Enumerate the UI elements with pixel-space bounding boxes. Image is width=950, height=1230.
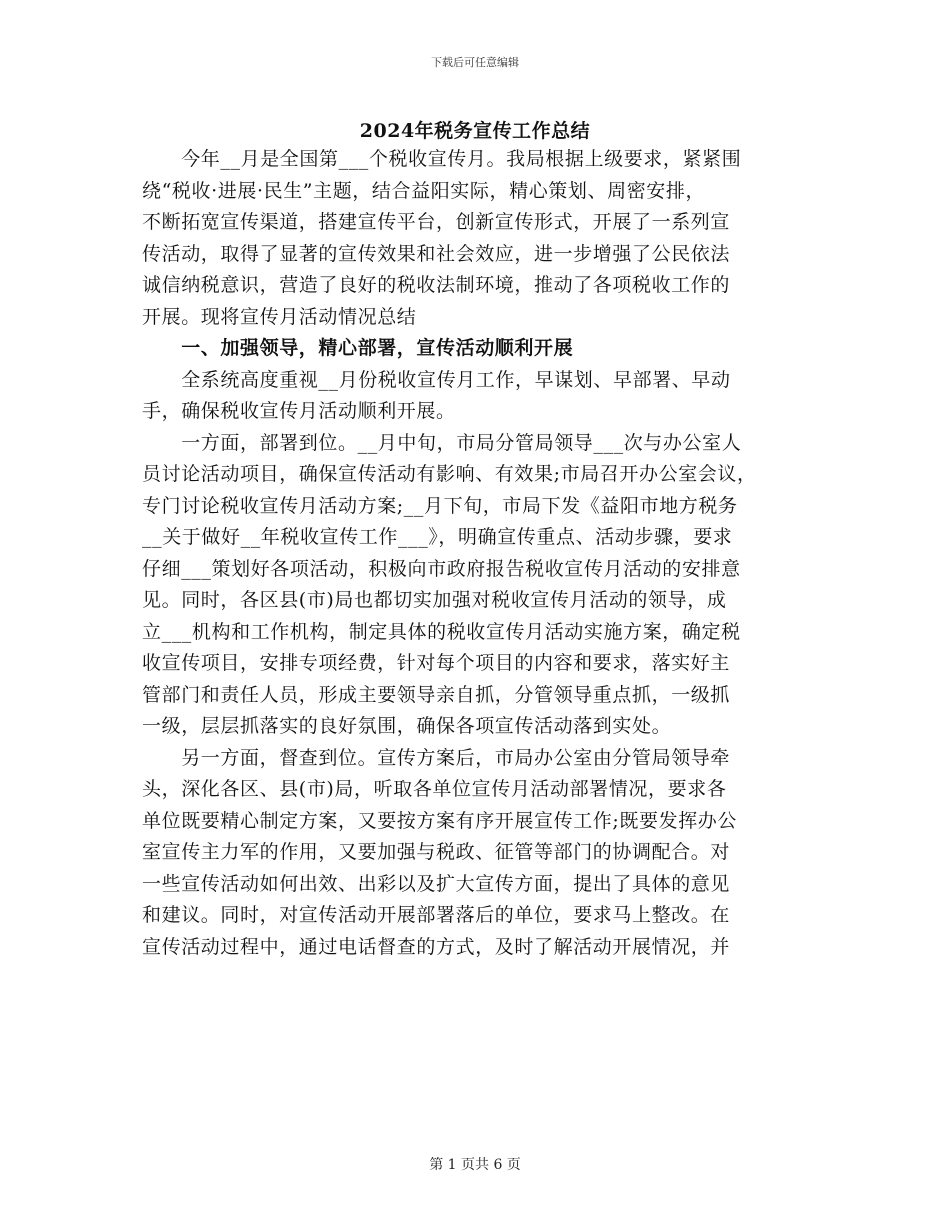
- paragraph-line: 绕“税收·进展·民生”主题，结合益阳实际，精心策划、周密安排，: [142, 179, 706, 202]
- paragraph-line: 员讨论活动项目，确保宣传活动有影响、有效果;市局召开办公室会议，: [142, 463, 757, 485]
- paragraph-line: 管部门和责任人员，形成主要领导亲自抓，分管领导重点抓，一级抓: [142, 683, 731, 706]
- paragraph-line: 宣传活动过程中，通过电话督查的方式，及时了解活动开展情况，并: [142, 935, 731, 958]
- paragraph-line: 传活动，取得了显著的宣传效果和社会效应，进一步增强了公民依法: [142, 242, 731, 265]
- paragraph-line: 头，深化各区、县(市)局，听取各单位宣传月活动部署情况，要求各: [142, 778, 727, 800]
- paragraph-line: 室宣传主力军的作用，又要加强与税政、征管等部门的协调配合。对: [142, 841, 731, 863]
- paragraph-line: __关于做好__年税收宣传工作___》，明确宣传重点、活动步骤，要求: [142, 526, 733, 548]
- paragraph-line: 专门讨论税收宣传月活动方案;__月下旬，市局下发《益阳市地方税务: [142, 494, 738, 517]
- paragraph-line: 开展。现将宣传月活动情况总结: [142, 305, 417, 328]
- page-number: 第 1 页共 6 页: [429, 1157, 521, 1173]
- paragraph-line: 收宣传项目，安排专项经费，针对每个项目的内容和要求，落实好主: [142, 652, 731, 674]
- paragraph-line: 手，确保税收宣传月活动顺利开展。: [142, 400, 456, 422]
- paragraph-line: 全系统高度重视__月份税收宣传月工作，早谋划、早部署、早动: [142, 368, 731, 391]
- paragraph-line: 一方面，部署到位。__月中旬，市局分管局领导___次与办公室人: [142, 431, 742, 454]
- document-title: 2024年税务宣传工作总结: [359, 120, 591, 142]
- paragraph-line: 一些宣传活动如何出效、出彩以及扩大宣传方面，提出了具体的意见: [142, 872, 731, 895]
- header-note: 下载后可任意编辑: [431, 56, 519, 69]
- paragraph-line: 和建议。同时，对宣传活动开展部署落后的单位，要求马上整改。在: [142, 904, 731, 926]
- paragraph-line: 见。同时，各区县(市)局也都切实加强对税收宣传月活动的领导，成: [142, 589, 727, 611]
- paragraph-line: 今年__月是全国第___个税收宣传月。我局根据上级要求，紧紧围: [142, 148, 742, 170]
- paragraph-line: 一级，层层抓落实的良好氛围，确保各项宣传活动落到实处。: [142, 715, 672, 737]
- paragraph-line: 立___机构和工作机构，制定具体的税收宣传月活动实施方案，确定税: [142, 620, 741, 643]
- paragraph-line: 另一方面，督查到位。宣传方案后，市局办公室由分管局领导牵: [142, 746, 731, 769]
- document-body: [142, 144, 812, 963]
- section-heading: 一、加强领导，精心部署，宣传活动顺利开展: [142, 337, 574, 359]
- paragraph-line: 单位既要精心制定方案，又要按方案有序开展宣传工作;既要发挥办公: [142, 809, 738, 832]
- paragraph-line: 诚信纳税意识，营造了良好的税收法制环境，推动了各项税收工作的: [142, 274, 731, 296]
- paragraph-line: 不断拓宽宣传渠道，搭建宣传平台，创新宣传形式，开展了一系列宣: [142, 211, 731, 233]
- paragraph-line: 仔细___策划好各项活动，积极向市政府报告税收宣传月活动的安排意: [142, 557, 741, 580]
